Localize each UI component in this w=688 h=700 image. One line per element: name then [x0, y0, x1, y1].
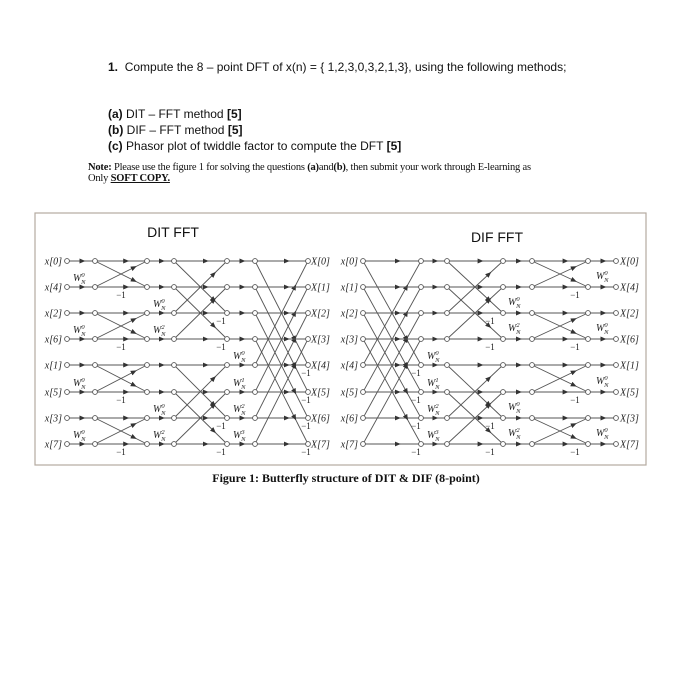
- node: [93, 416, 98, 421]
- node: [306, 363, 311, 368]
- dit-output-label: X[5]: [311, 387, 330, 399]
- twiddle-factor-label: $W^0$ N: [508, 296, 521, 310]
- node: [419, 416, 424, 421]
- part-text: DIF – FFT method: [126, 123, 225, 137]
- node: [225, 363, 230, 368]
- twiddle-factor-label: $W^0$ N: [153, 403, 166, 417]
- twiddle-factor-label: $W^0$ N: [427, 350, 440, 364]
- dif-output-label: X[1]: [620, 360, 639, 372]
- node: [501, 442, 506, 447]
- node: [253, 311, 258, 316]
- node: [172, 311, 177, 316]
- node: [419, 337, 424, 342]
- dit-input-label: x[1]: [44, 360, 62, 372]
- node: [145, 259, 150, 264]
- dif-input-label: x[4]: [340, 360, 358, 372]
- node: [361, 285, 366, 290]
- node: [361, 259, 366, 264]
- dif-input-label: x[7]: [340, 439, 358, 451]
- node: [253, 363, 258, 368]
- question-number: 1.: [108, 60, 119, 74]
- node: [172, 363, 177, 368]
- twiddle-factor-label: $W^0$ N: [153, 298, 166, 312]
- node: [172, 285, 177, 290]
- node: [65, 363, 70, 368]
- dit-output-label: X[1]: [311, 282, 330, 294]
- dit-input-label: x[2]: [44, 308, 62, 320]
- minus-one-label: −1: [411, 447, 421, 457]
- node: [501, 337, 506, 342]
- dit-title: DIT FFT: [147, 224, 199, 240]
- node: [172, 390, 177, 395]
- node: [419, 363, 424, 368]
- node: [419, 311, 424, 316]
- dif-input-label: x[0]: [340, 256, 358, 268]
- minus-one-label: −1: [570, 395, 580, 405]
- node: [93, 442, 98, 447]
- node: [306, 285, 311, 290]
- node: [361, 416, 366, 421]
- node: [225, 285, 230, 290]
- twiddle-factor-label: $W^2$ N: [508, 322, 521, 336]
- minus-one-label: −1: [116, 342, 126, 352]
- minus-one-label: −1: [411, 421, 421, 431]
- node: [501, 259, 506, 264]
- node: [530, 311, 535, 316]
- node: [530, 337, 535, 342]
- note-and: and: [318, 162, 334, 173]
- node: [530, 363, 535, 368]
- minus-one-label: −1: [570, 447, 580, 457]
- dif-output-label: X[4]: [620, 282, 639, 294]
- node: [65, 259, 70, 264]
- soft-copy: SOFT COPY.: [110, 173, 170, 184]
- note-text: Only: [88, 173, 109, 184]
- minus-one-label: −1: [485, 421, 495, 431]
- minus-one-label: −1: [301, 395, 311, 405]
- node: [586, 259, 591, 264]
- node: [586, 311, 591, 316]
- dit-output-label: X[6]: [311, 413, 330, 425]
- node: [306, 442, 311, 447]
- node: [306, 259, 311, 264]
- minus-one-label: −1: [570, 290, 580, 300]
- minus-one-label: −1: [570, 342, 580, 352]
- node: [586, 416, 591, 421]
- node: [361, 337, 366, 342]
- dif-output-label: X[3]: [620, 413, 639, 425]
- dit-input-label: x[0]: [44, 256, 62, 268]
- node: [530, 390, 535, 395]
- node: [93, 337, 98, 342]
- twiddle-factor-label: $W^3$ N: [427, 429, 440, 443]
- part-text: Phasor plot of twiddle factor to compute the DFT: [126, 139, 384, 153]
- node: [614, 259, 619, 264]
- node: [501, 363, 506, 368]
- dif-title: DIF FFT: [470, 229, 524, 245]
- node: [93, 363, 98, 368]
- node: [306, 416, 311, 421]
- note-prefix: Note:: [88, 162, 112, 173]
- dit-input-label: x[3]: [44, 413, 62, 425]
- minus-one-label: −1: [485, 447, 495, 457]
- twiddle-factor-label: $W^2$ N: [153, 429, 166, 443]
- node: [586, 390, 591, 395]
- node: [172, 442, 177, 447]
- node: [445, 285, 450, 290]
- dif-output-label: X[2]: [620, 308, 639, 320]
- node: [253, 337, 258, 342]
- node: [93, 390, 98, 395]
- question-text: Compute the 8 – point DFT of x(n) = { 1,2,3,0,3,2,1,3}, using the following methods;: [124, 60, 567, 74]
- node: [225, 416, 230, 421]
- minus-one-label: −1: [216, 447, 226, 457]
- node: [93, 259, 98, 264]
- node: [225, 390, 230, 395]
- node: [253, 259, 258, 264]
- minus-one-label: −1: [216, 421, 226, 431]
- node: [614, 337, 619, 342]
- part-marks: [5]: [226, 107, 242, 121]
- node: [614, 285, 619, 290]
- node: [530, 442, 535, 447]
- twiddle-factor-label: $W^0$ N: [596, 427, 609, 441]
- twiddle-factor-label: $W^3$ N: [233, 429, 246, 443]
- dit-output-label: X[2]: [311, 308, 330, 320]
- node: [445, 311, 450, 316]
- node: [419, 259, 424, 264]
- node: [306, 337, 311, 342]
- twiddle-factor-label: $W^0$ N: [596, 375, 609, 389]
- part-label: (a): [108, 107, 123, 121]
- node: [614, 311, 619, 316]
- node: [445, 337, 450, 342]
- node: [93, 285, 98, 290]
- minus-one-label: −1: [411, 368, 421, 378]
- note-text: , then submit your work through E-learning as: [345, 162, 531, 173]
- twiddle-factor-label: $W^0$ N: [73, 272, 86, 286]
- node: [225, 442, 230, 447]
- node: [172, 337, 177, 342]
- node: [614, 442, 619, 447]
- node: [93, 311, 98, 316]
- node: [501, 285, 506, 290]
- node: [65, 442, 70, 447]
- minus-one-label: −1: [116, 395, 126, 405]
- twiddle-factor-label: $W^0$ N: [73, 324, 86, 338]
- twiddle-factor-label: $W^2$ N: [233, 403, 246, 417]
- node: [253, 442, 258, 447]
- dif-input-label: x[1]: [340, 282, 358, 294]
- node: [419, 390, 424, 395]
- dif-output-label: X[7]: [620, 439, 639, 451]
- minus-one-label: −1: [411, 395, 421, 405]
- node: [225, 311, 230, 316]
- dit-output-label: X[7]: [311, 439, 330, 451]
- node: [65, 337, 70, 342]
- twiddle-factor-label: $W^0$ N: [596, 322, 609, 336]
- twiddle-factor-label: $W^1$ N: [427, 377, 440, 391]
- part-text: DIT – FFT method: [126, 107, 224, 121]
- twiddle-factor-label: $W^2$ N: [153, 324, 166, 338]
- note-text: Please use the figure 1 for solving the questions: [113, 162, 305, 173]
- node: [445, 442, 450, 447]
- minus-one-label: −1: [301, 421, 311, 431]
- part-marks: [5]: [386, 139, 402, 153]
- node: [145, 311, 150, 316]
- dif-output-label: X[6]: [620, 334, 639, 346]
- node: [145, 363, 150, 368]
- node: [614, 363, 619, 368]
- node: [225, 337, 230, 342]
- node: [586, 442, 591, 447]
- node: [501, 311, 506, 316]
- twiddle-factor-label: $W^0$ N: [73, 377, 86, 391]
- node: [253, 285, 258, 290]
- dit-input-label: x[7]: [44, 439, 62, 451]
- part-label: (c): [108, 139, 123, 153]
- dif-input-label: x[2]: [340, 308, 358, 320]
- node: [361, 363, 366, 368]
- twiddle-factor-label: $W^1$ N: [233, 377, 246, 391]
- part-marks: [5]: [227, 123, 243, 137]
- dit-input-label: x[6]: [44, 334, 62, 346]
- node: [145, 337, 150, 342]
- node: [145, 390, 150, 395]
- dit-output-label: X[0]: [311, 256, 330, 268]
- twiddle-factor-label: $W^0$ N: [508, 401, 521, 415]
- dit-output-label: X[3]: [311, 334, 330, 346]
- node: [145, 285, 150, 290]
- twiddle-factor-label: $W^0$ N: [596, 270, 609, 284]
- node: [530, 259, 535, 264]
- node: [306, 390, 311, 395]
- node: [145, 416, 150, 421]
- twiddle-factor-label: $W^0$ N: [233, 350, 246, 364]
- minus-one-label: −1: [301, 447, 311, 457]
- part-label: (b): [108, 123, 124, 137]
- minus-one-label: −1: [216, 316, 226, 326]
- dit-input-label: x[4]: [44, 282, 62, 294]
- twiddle-factor-label: $W^0$ N: [73, 429, 86, 443]
- node: [172, 416, 177, 421]
- twiddle-factor-label: $W^2$ N: [427, 403, 440, 417]
- minus-one-label: −1: [485, 316, 495, 326]
- node: [445, 259, 450, 264]
- node: [419, 285, 424, 290]
- node: [586, 337, 591, 342]
- caption-text: Figure 1: Butterfly structure of DIT & DIF (8-point): [212, 471, 480, 485]
- node: [361, 390, 366, 395]
- node: [586, 363, 591, 368]
- node: [530, 285, 535, 290]
- dif-output-label: X[0]: [620, 256, 639, 268]
- node: [65, 311, 70, 316]
- minus-one-label: −1: [116, 447, 126, 457]
- node: [614, 390, 619, 395]
- node: [445, 390, 450, 395]
- node: [172, 259, 177, 264]
- node: [65, 416, 70, 421]
- node: [65, 390, 70, 395]
- node: [501, 416, 506, 421]
- node: [361, 442, 366, 447]
- node: [586, 285, 591, 290]
- node: [530, 416, 535, 421]
- minus-one-label: −1: [485, 342, 495, 352]
- node: [361, 311, 366, 316]
- node: [419, 442, 424, 447]
- dif-input-label: x[3]: [340, 334, 358, 346]
- dit-output-label: X[4]: [311, 360, 330, 372]
- node: [445, 363, 450, 368]
- node: [253, 390, 258, 395]
- node: [65, 285, 70, 290]
- node: [306, 311, 311, 316]
- node: [445, 416, 450, 421]
- dif-input-label: x[6]: [340, 413, 358, 425]
- node: [501, 390, 506, 395]
- node: [145, 442, 150, 447]
- minus-one-label: −1: [116, 290, 126, 300]
- figure-caption: [0, 471, 688, 486]
- node: [614, 416, 619, 421]
- note-b: (b): [333, 162, 346, 173]
- node: [253, 416, 258, 421]
- dit-input-label: x[5]: [44, 387, 62, 399]
- dif-input-label: x[5]: [340, 387, 358, 399]
- minus-one-label: −1: [216, 342, 226, 352]
- twiddle-factor-label: $W^2$ N: [508, 427, 521, 441]
- node: [225, 259, 230, 264]
- dif-output-label: X[5]: [620, 387, 639, 399]
- minus-one-label: −1: [301, 368, 311, 378]
- note-a: (a): [307, 162, 319, 173]
